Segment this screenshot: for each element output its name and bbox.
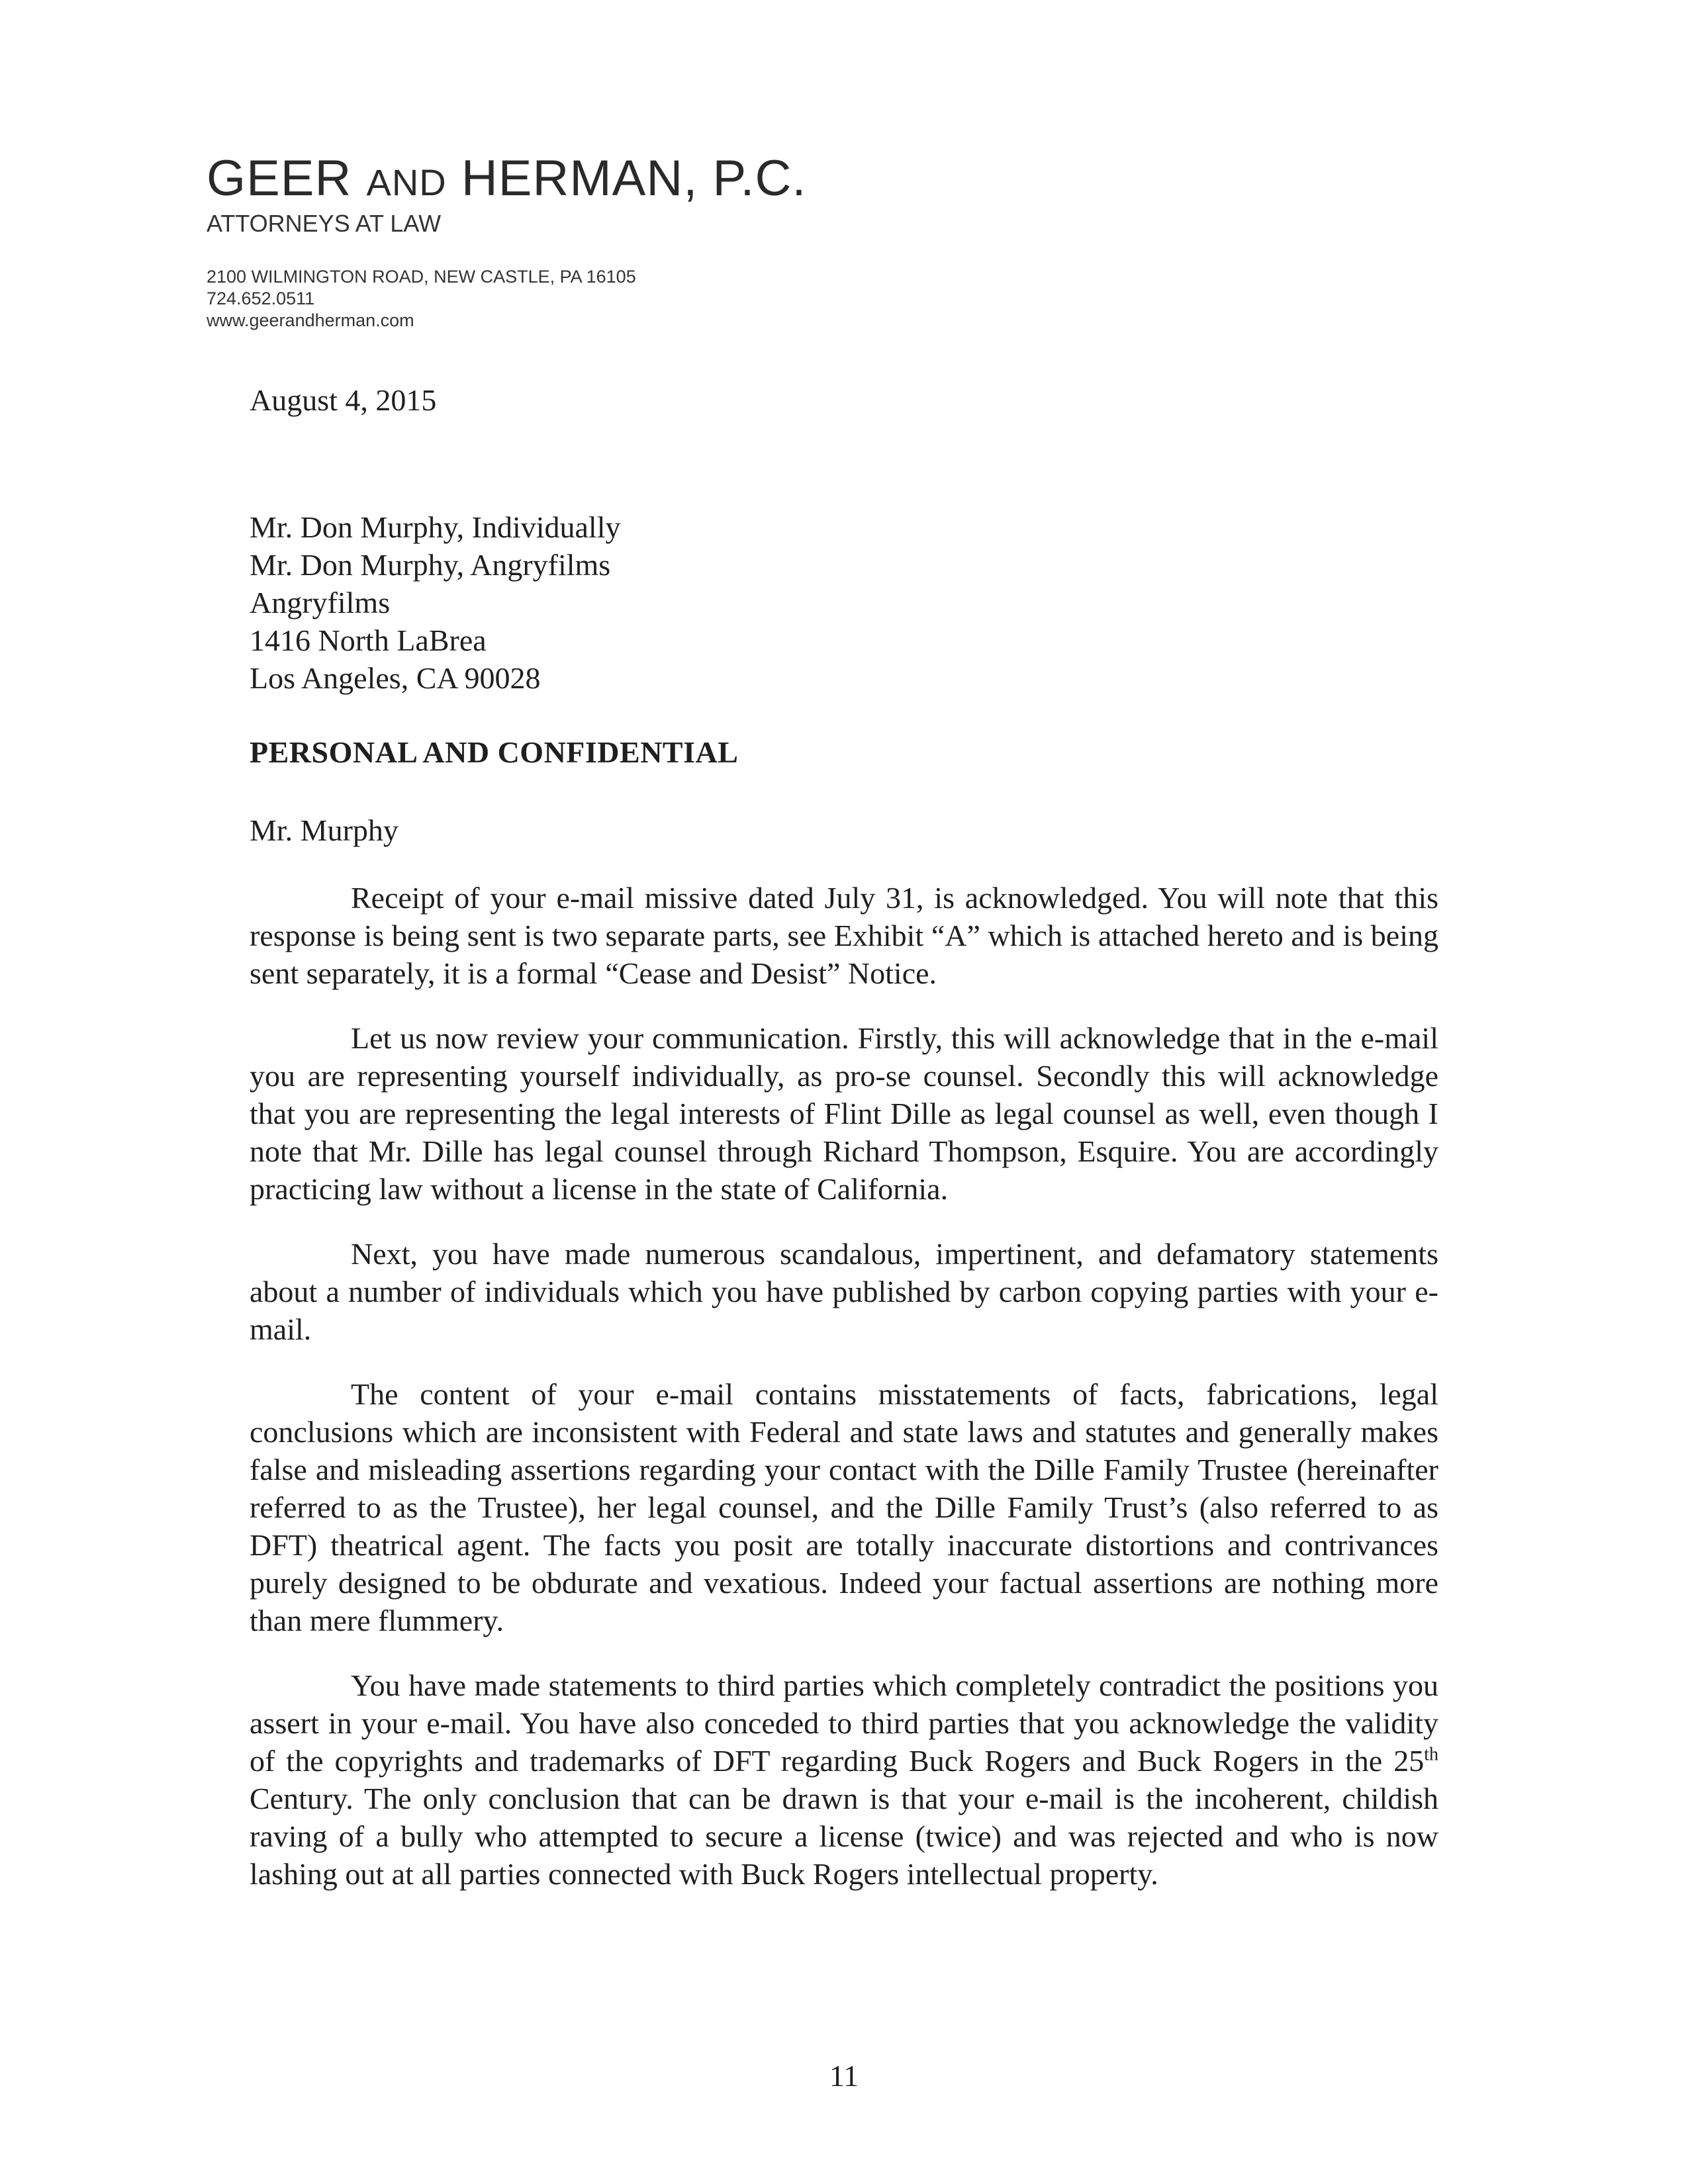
paragraph-5-text-after: Century. The only conclusion that can be drawn is that your e-mail is the incoherent, childish raving of a bully who attempted to secure a license (twice) and was rejected and who is now lashing out at all parties connected with Buck Rogers intellectual property. bbox=[250, 1782, 1438, 1891]
letterhead bbox=[207, 151, 806, 332]
recipient-line: 1416 North LaBrea bbox=[250, 623, 487, 657]
letter-body bbox=[250, 879, 1438, 1920]
paragraph-4: The content of your e-mail contains misstatements of facts, fabrications, legal conclusions which are inconsistent with Federal and state laws and statutes and generally makes false and misleading assertions regarding your contact with the Dille Family Trustee (hereinafter referred to as the Trustee), her legal counsel, and the Dille Family Trust’s (also referred to as DFT) theatrical agent. The facts you posit are totally inaccurate distortions and contrivances purely designed to be obdurate and vexatious. Indeed your factual assertions are nothing more than mere flummery. bbox=[250, 1377, 1438, 1637]
paragraph-2: Let us now review your communication. Firstly, this will acknowledge that in the e-mail you are representing yourself individually, as pro-se counsel. Secondly this will acknowledge that you are representing the legal interests of Flint Dille as legal counsel as well, even though I note that Mr. Dille has legal counsel through Richard Thompson, Esquire. You are accordingly practicing law without a license in the state of California. bbox=[250, 1021, 1438, 1206]
paragraph-5-text-before: You have made statements to third parties which completely contradict the positions you assert in your e-mail. You have also conceded to third parties that you acknowledge the validity of the copyrights and trademarks of DFT regarding Buck Rogers and Buck Rogers in the 25 bbox=[250, 1668, 1438, 1778]
paragraph-3: Next, you have made numerous scandalous, impertinent, and defamatory statements about a number of individuals which you have published by carbon copying parties with your e-mail. bbox=[250, 1237, 1438, 1346]
paragraph-5 bbox=[250, 1666, 1438, 1893]
letter-date: August 4, 2015 bbox=[250, 383, 437, 417]
paragraph-1: Receipt of your e-mail missive dated July 31, is acknowledged. You will note that this response is being sent is two separate parts, see Exhibit “A” which is attached hereto and is being sent separately, it is a formal “Cease and Desist” Notice. bbox=[250, 881, 1438, 990]
firm-website: www.geerandherman.com bbox=[207, 310, 414, 330]
paragraph-5-superscript: th bbox=[1424, 1744, 1438, 1765]
confidential-heading: PERSONAL AND CONFIDENTIAL bbox=[250, 735, 739, 769]
firm-name-and: AND bbox=[366, 161, 447, 203]
firm-name-part1: GEER bbox=[207, 150, 352, 206]
recipient-line: Mr. Don Murphy, Angryfilms bbox=[250, 548, 611, 582]
recipient-line: Mr. Don Murphy, Individually bbox=[250, 510, 621, 544]
recipient-line: Los Angeles, CA 90028 bbox=[250, 661, 541, 695]
firm-name bbox=[207, 151, 806, 210]
firm-address: 2100 WILMINGTON ROAD, NEW CASTLE, PA 16105 bbox=[207, 267, 636, 287]
salutation: Mr. Murphy bbox=[250, 813, 399, 847]
firm-phone: 724.652.0511 bbox=[207, 289, 315, 308]
recipient-address bbox=[250, 508, 1438, 697]
firm-name-part2: HERMAN, P.C. bbox=[461, 150, 807, 206]
page-number: 11 bbox=[829, 2059, 859, 2093]
firm-contact bbox=[207, 266, 806, 332]
firm-subtitle: ATTORNEYS AT LAW bbox=[207, 210, 442, 237]
recipient-line: Angryfilms bbox=[250, 586, 391, 619]
